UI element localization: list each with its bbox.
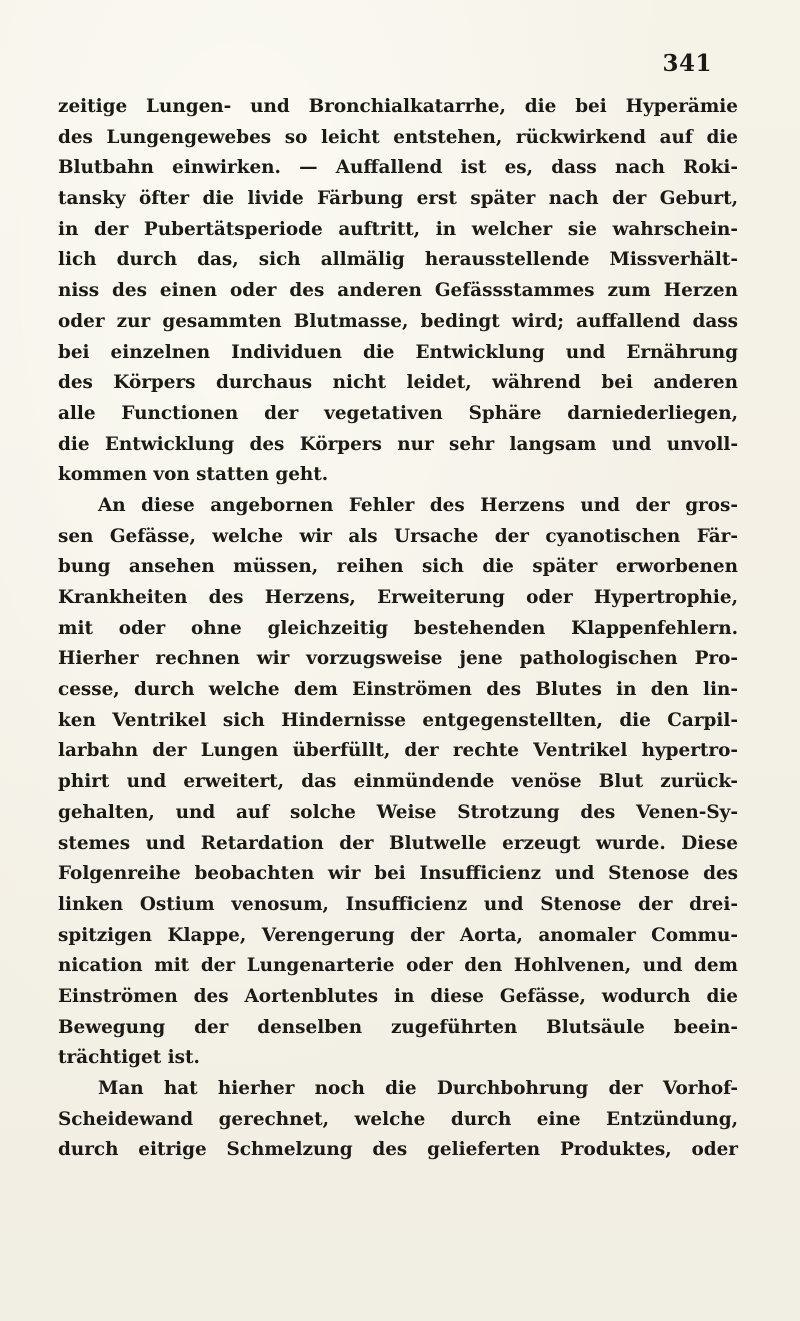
text-line: Einströmen des Aortenblutes in diese Gefässe, wodurch die (58, 985, 738, 1007)
text-line: spitzigen Klappe, Verengerung der Aorta, anomaler Commu- (58, 924, 738, 946)
text-line: phirt und erweitert, das einmündende venöse Blut zurück- (58, 771, 738, 793)
text-line: niss des einen oder des anderen Gefässstammes zum Herzen (58, 280, 738, 302)
text-line: mit oder ohne gleichzeitig bestehenden Klappenfehlern. (58, 617, 738, 639)
text-line: nication mit der Lungenarterie oder den Hohlvenen, und dem (58, 955, 738, 977)
text-line: bung ansehen müssen, reihen sich die später erworbenen (58, 556, 738, 578)
text-line: Man hat hierher noch die Durchbohrung der Vorhof- (98, 1078, 738, 1099)
text-line: trächtiget ist. (58, 1047, 200, 1069)
text-line: kommen von statten geht. (58, 464, 329, 486)
text-line: des Lungengewebes so leicht entstehen, rückwirkend auf die (58, 126, 738, 148)
text-line: tansky öfter die livide Färbung erst später nach der Geburt, (58, 188, 738, 210)
text-line: die Entwicklung des Körpers nur sehr langsam und unvoll- (58, 433, 738, 455)
page-number: 341 (662, 50, 712, 77)
text-line: stemes und Retardation der Blutwelle erzeugt wurde. Diese (58, 832, 738, 854)
text-line: Bewegung der denselben zugeführten Blutsäule beein- (58, 1016, 738, 1038)
text-line: linken Ostium venosum, Insufficienz und Stenose der drei- (58, 893, 738, 915)
text-line: larbahn der Lungen überfüllt, der rechte Ventrikel hypertro- (58, 740, 738, 762)
text-line: Blutbahn einwirken. — Auffallend ist es, dass nach Roki- (58, 157, 738, 179)
text-line: sen Gefässe, welche wir als Ursache der cyanotischen Fär- (58, 525, 738, 547)
text-line: oder zur gesammten Blutmasse, bedingt wird; auffallend dass (58, 310, 738, 332)
text-line: Krankheiten des Herzens, Erweiterung oder Hypertrophie, (58, 587, 738, 608)
text-line: Scheidewand gerechnet, welche durch eine Entzündung, (58, 1108, 738, 1130)
text-line: ken Ventrikel sich Hindernisse entgegenstellten, die Carpil- (58, 709, 738, 731)
text-line: An diese angebornen Fehler des Herzens und der gros- (98, 494, 738, 516)
text-line: gehalten, und auf solche Weise Strotzung des Venen-Sy- (58, 801, 738, 823)
text-line: durch eitrige Schmelzung des gelieferten Produktes, oder (58, 1139, 738, 1161)
text-line: lich durch das, sich allmälig herausstellende Missverhält- (58, 249, 738, 271)
text-line: des Körpers durchaus nicht leidet, während bei anderen (58, 372, 738, 394)
text-line: alle Functionen der vegetativen Sphäre darniederliegen, (58, 402, 738, 424)
text-line: cesse, durch welche dem Einströmen des Blutes in den lin- (58, 679, 738, 701)
text-line: Hierher rechnen wir vorzugsweise jene pathologischen Pro- (58, 648, 738, 670)
body-text (58, 92, 738, 1166)
text-line: zeitige Lungen- und Bronchialkatarrhe, die bei Hyperämie (58, 96, 738, 117)
text-line: Folgenreihe beobachten wir bei Insufficienz und Stenose des (58, 863, 738, 885)
text-line: in der Pubertätsperiode auftritt, in welcher sie wahrschein- (58, 218, 738, 240)
text-line: bei einzelnen Individuen die Entwicklung und Ernährung (58, 341, 738, 363)
